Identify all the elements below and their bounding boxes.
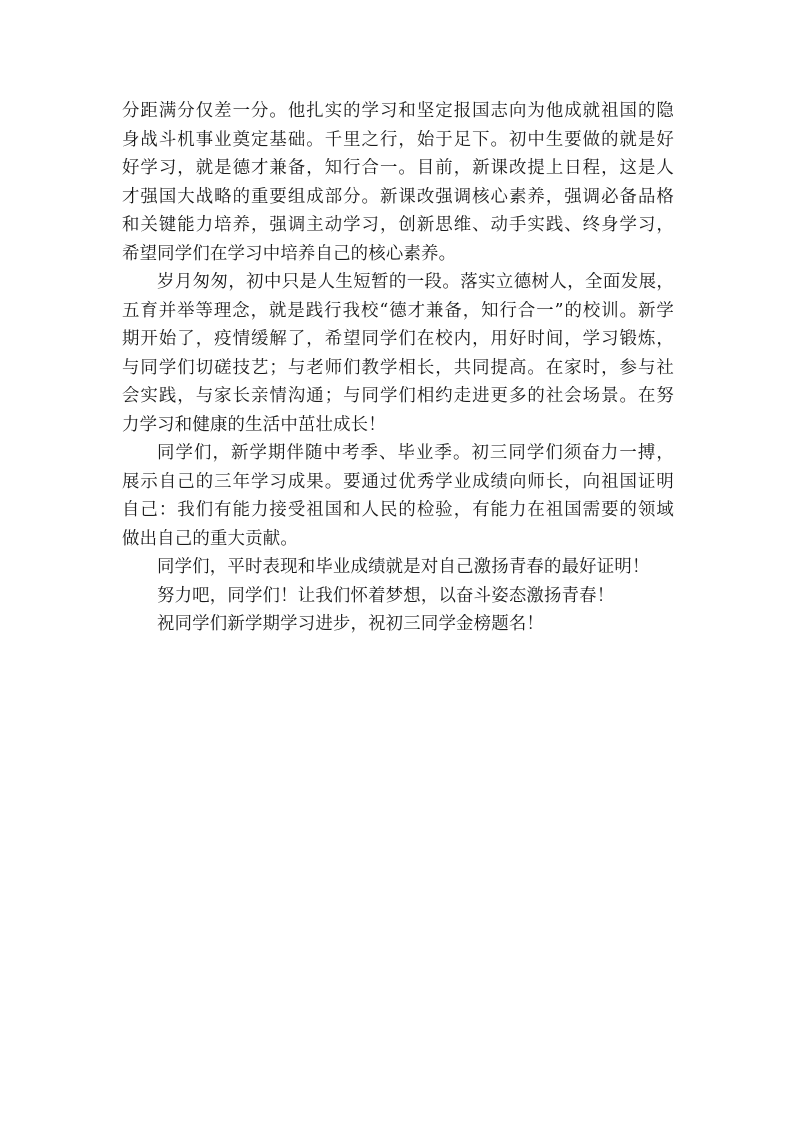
- paragraph-1: [122, 97, 674, 268]
- paragraph-line: 与同学们切磋技艺；与老师们教学相长，共同提高。在家时，参与社: [122, 357, 674, 378]
- paragraph-line: 祝同学们新学期学习进步，祝初三同学金榜题名！: [157, 614, 544, 634]
- paragraph-line: 身战斗机事业奠定基础。千里之行，始于足下。初中生要做的就是好: [122, 129, 674, 150]
- paragraph-line: 做出自己的重大贡献。: [122, 528, 298, 549]
- paragraph-line: 好学习，就是德才兼备，知行合一。目前，新课改提上日程，这是人: [122, 158, 674, 178]
- paragraph-line: 展示自己的三年学习成果。要通过优秀学业成绩向师长，向祖国证明: [122, 471, 674, 492]
- paragraph-line: 五育并举等理念，就是践行我校“德才兼备，知行合一”的校训。新学: [122, 300, 674, 321]
- paragraph-line: 期开始了，疫情缓解了，希望同学们在校内，用好时间，学习锻炼，: [122, 329, 674, 349]
- document-body: [122, 97, 674, 639]
- paragraph-6: [122, 610, 674, 639]
- paragraph-line: 同学们，平时表现和毕业成绩就是对自己激扬青春的最好证明！: [157, 557, 650, 577]
- paragraph-line: 才强国大战略的重要组成部分。新课改强调核心素养，强调必备品格: [122, 186, 674, 207]
- paragraph-line: 和关键能力培养，强调主动学习，创新思维、动手实践、终身学习，: [122, 215, 674, 235]
- paragraph-line: 力学习和健康的生活中茁壮成长！: [122, 414, 386, 435]
- paragraph-4: [122, 553, 674, 582]
- paragraph-5: [122, 582, 674, 611]
- paragraph-line: 同学们，新学期伴随中考季、毕业季。初三同学们须奋力一搏，: [157, 443, 674, 463]
- paragraph-line: 自己：我们有能力接受祖国和人民的检验，有能力在祖国需要的领域: [122, 500, 674, 520]
- paragraph-line: 努力吧，同学们！让我们怀着梦想，以奋斗姿态激扬青春！: [157, 585, 615, 606]
- paragraph-2: [122, 268, 674, 439]
- paragraph-line: 岁月匆匆，初中只是人生短暂的一段。落实立德树人，全面发展，: [157, 272, 674, 292]
- paragraph-line: 分距满分仅差一分。他扎实的学习和坚定报国志向为他成就祖国的隐: [122, 101, 674, 121]
- paragraph-line: 会实践，与家长亲情沟通；与同学们相约走进更多的社会场景。在努: [122, 386, 674, 406]
- paragraph-line: 希望同学们在学习中培养自己的核心素养。: [122, 243, 457, 264]
- paragraph-3: [122, 439, 674, 553]
